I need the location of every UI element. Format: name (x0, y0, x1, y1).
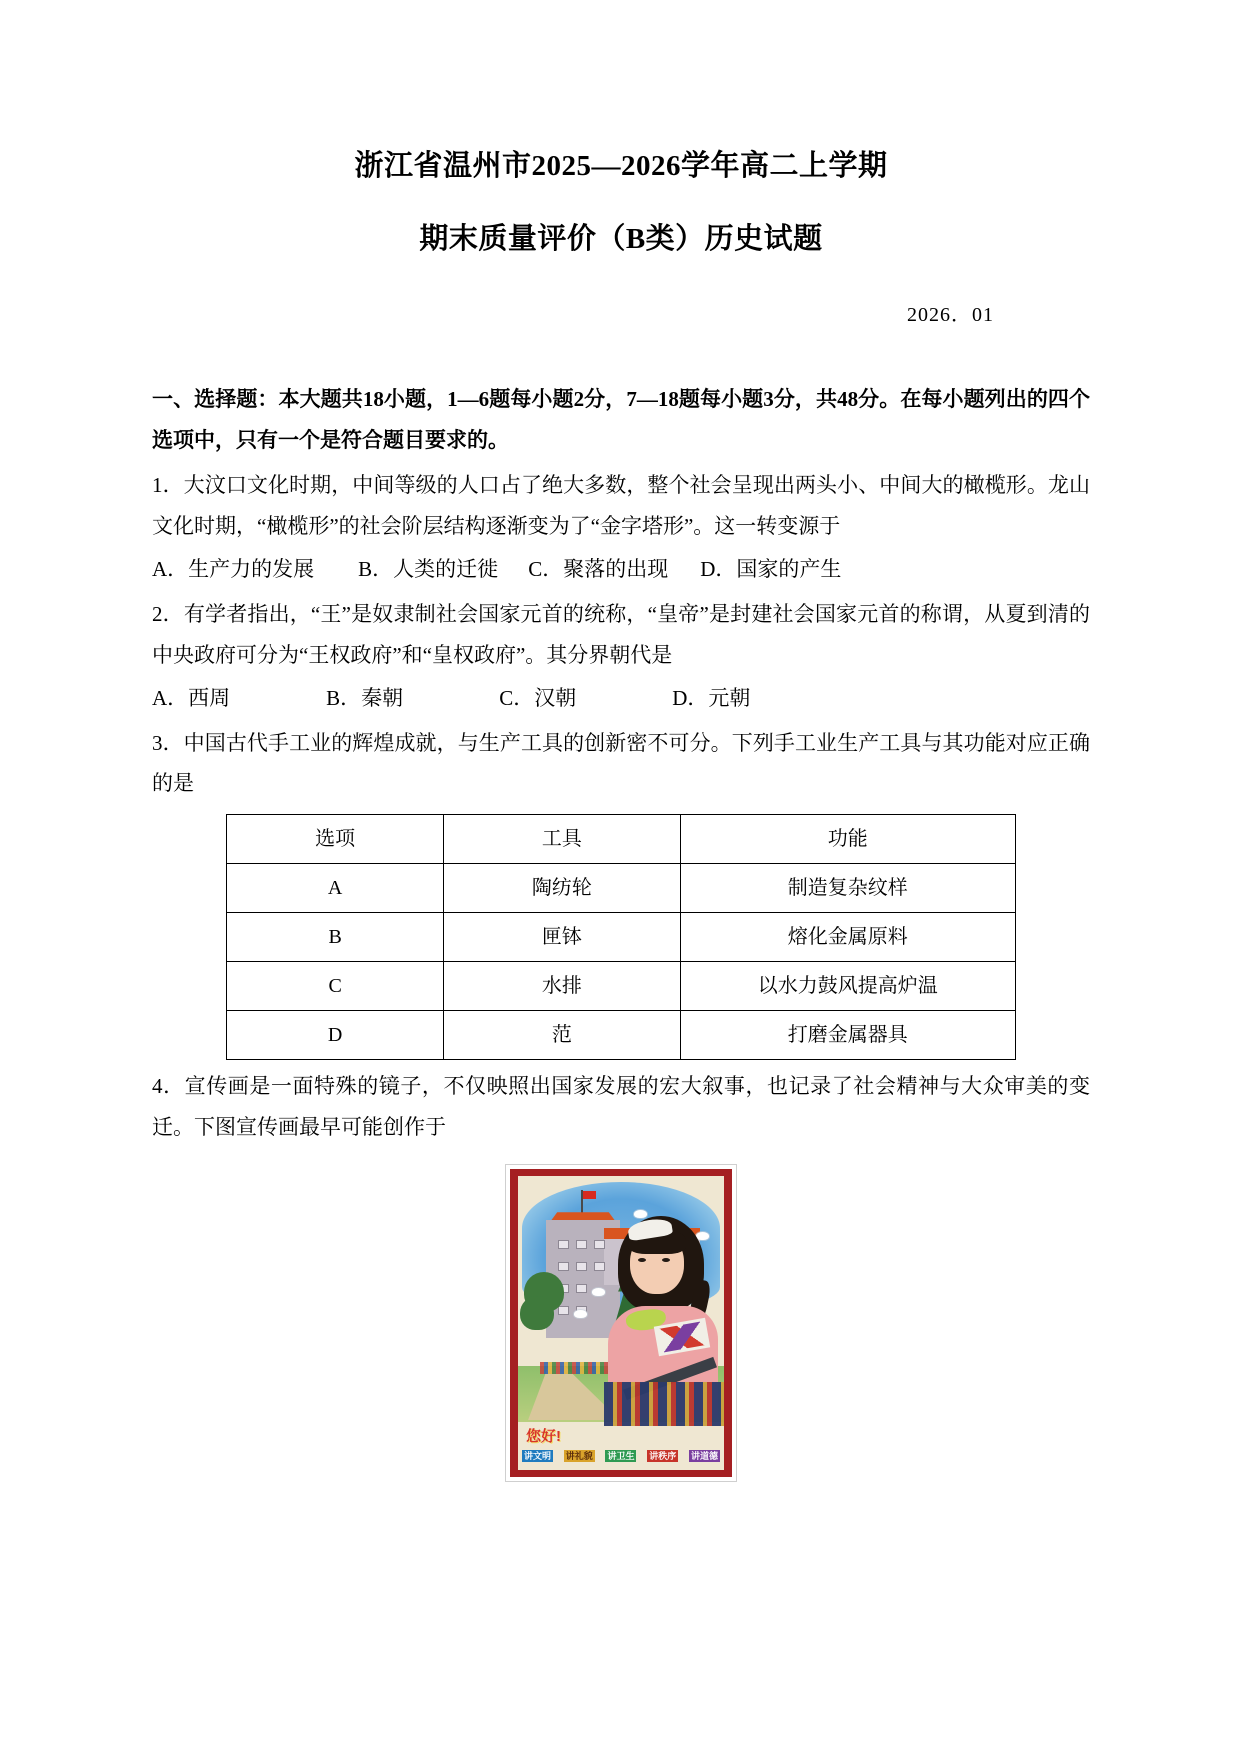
poster-crowd (540, 1362, 616, 1374)
question-2-option-d[interactable]: D．元朝 (672, 685, 751, 710)
table-cell-tool-b: 匣钵 (444, 913, 680, 962)
building-window (594, 1262, 605, 1271)
dove-icon (574, 1310, 587, 1318)
poster-greeting-text: 您好! (526, 1428, 561, 1446)
exam-date: 2026．01 (907, 304, 994, 326)
building-window (576, 1284, 587, 1293)
poster-slogan-4: 讲秩序 (649, 1450, 677, 1461)
question-3-number: 3． (152, 730, 184, 755)
table-header-function: 功能 (680, 815, 1015, 864)
question-1-option-c[interactable]: C．聚落的出现 (528, 556, 669, 581)
question-4-number: 4． (152, 1074, 185, 1099)
question-1-option-d[interactable]: D．国家的产生 (700, 556, 842, 581)
building-window (576, 1240, 587, 1249)
propaganda-poster-image (505, 1164, 737, 1482)
table-cell-tool-a: 陶纺轮 (444, 864, 680, 913)
table-cell-tool-c: 水排 (444, 962, 680, 1011)
table-row (227, 864, 1016, 913)
poster-red-border (510, 1169, 732, 1477)
question-2-number: 2． (152, 601, 184, 626)
question-1-option-b[interactable]: B．人类的迁徙 (358, 556, 499, 581)
table-cell-option-c: C (227, 962, 444, 1011)
table-cell-option-a: A (227, 864, 444, 913)
question-3 (152, 723, 1090, 805)
question-1-options (152, 549, 1090, 590)
question-2 (152, 594, 1090, 676)
page-title-line-1: 浙江省温州市2025—2026学年高二上学期 (354, 150, 888, 182)
poster-slogan-3: 讲卫生 (607, 1450, 635, 1461)
table-cell-option-d: D (227, 1011, 444, 1060)
tree-shrub (520, 1296, 554, 1330)
dove-icon (634, 1210, 647, 1218)
table-header-tool: 工具 (444, 815, 680, 864)
table-cell-function-a: 制造复杂纹样 (680, 864, 1015, 913)
question-4-figure-wrap (152, 1164, 1090, 1482)
building-window (558, 1262, 569, 1271)
poster-slogan-2: 讲礼貌 (565, 1450, 593, 1461)
question-2-option-a[interactable]: A．西周 (152, 685, 231, 710)
question-2-stem: 有学者指出，“王”是奴隶制社会国家元首的统称，“皇帝”是封建社会国家元首的称谓，从夏到清的中央政府可分为“王权政府”和“皇权政府”。其分界朝代是 (152, 601, 1091, 667)
building-window (558, 1240, 569, 1249)
question-3-table (226, 814, 1016, 1060)
building-window (576, 1262, 587, 1271)
table-row (227, 913, 1016, 962)
table-row (227, 962, 1016, 1011)
page-title-line-2: 期末质量评价（B类）历史试题 (419, 223, 823, 255)
question-2-options (152, 678, 1090, 719)
question-4 (152, 1066, 1090, 1148)
section-heading: 一、选择题：本大题共18小题，1—6题每小题2分，7—18题每小题3分，共48分。在每小题列出的四个选项中，只有一个是符合题目要求的。 (152, 387, 1090, 452)
question-1-option-a[interactable]: A．生产力的发展 (152, 556, 315, 581)
table-cell-function-d: 打磨金属器具 (680, 1011, 1015, 1060)
question-2-option-c[interactable]: C．汉朝 (499, 685, 577, 710)
question-1 (152, 465, 1090, 547)
red-flag-icon (583, 1191, 596, 1199)
table-header-option: 选项 (227, 815, 444, 864)
question-1-stem: 大汶口文化时期，中间等级的人口占了绝大多数，整个社会呈现出两头小、中间大的橄榄形。龙山文化时期，“橄榄形”的社会阶层结构逐渐变为了“金字塔形”。这一转变源于 (152, 472, 1091, 538)
table-cell-option-b: B (227, 913, 444, 962)
poster-artwork (518, 1176, 724, 1470)
table-header-row (227, 815, 1016, 864)
question-3-stem: 中国古代手工业的辉煌成就，与生产工具的创新密不可分。下列手工业生产工具与其功能对应正确的是 (152, 730, 1091, 796)
building-window (558, 1306, 569, 1315)
poster-slogan-1: 讲文明 (524, 1450, 552, 1461)
page-content (152, 0, 1090, 1482)
building-window (594, 1240, 605, 1249)
poster-slogan-5: 讲道德 (690, 1450, 718, 1461)
poster-slogan-row (522, 1450, 720, 1462)
table-cell-function-b: 熔化金属原料 (680, 913, 1015, 962)
figure-skirt (604, 1382, 724, 1426)
question-4-stem: 宣传画是一面特殊的镜子，不仅映照出国家发展的宏大叙事，也记录了社会精神与大众审美的变迁。下图宣传画最早可能创作于 (152, 1074, 1090, 1140)
table-row (227, 1011, 1016, 1060)
table-cell-function-c: 以水力鼓风提高炉温 (680, 962, 1015, 1011)
table-cell-tool-d: 范 (444, 1011, 680, 1060)
question-2-option-b[interactable]: B．秦朝 (326, 685, 404, 710)
question-1-number: 1． (152, 472, 184, 497)
dove-icon (592, 1288, 605, 1296)
